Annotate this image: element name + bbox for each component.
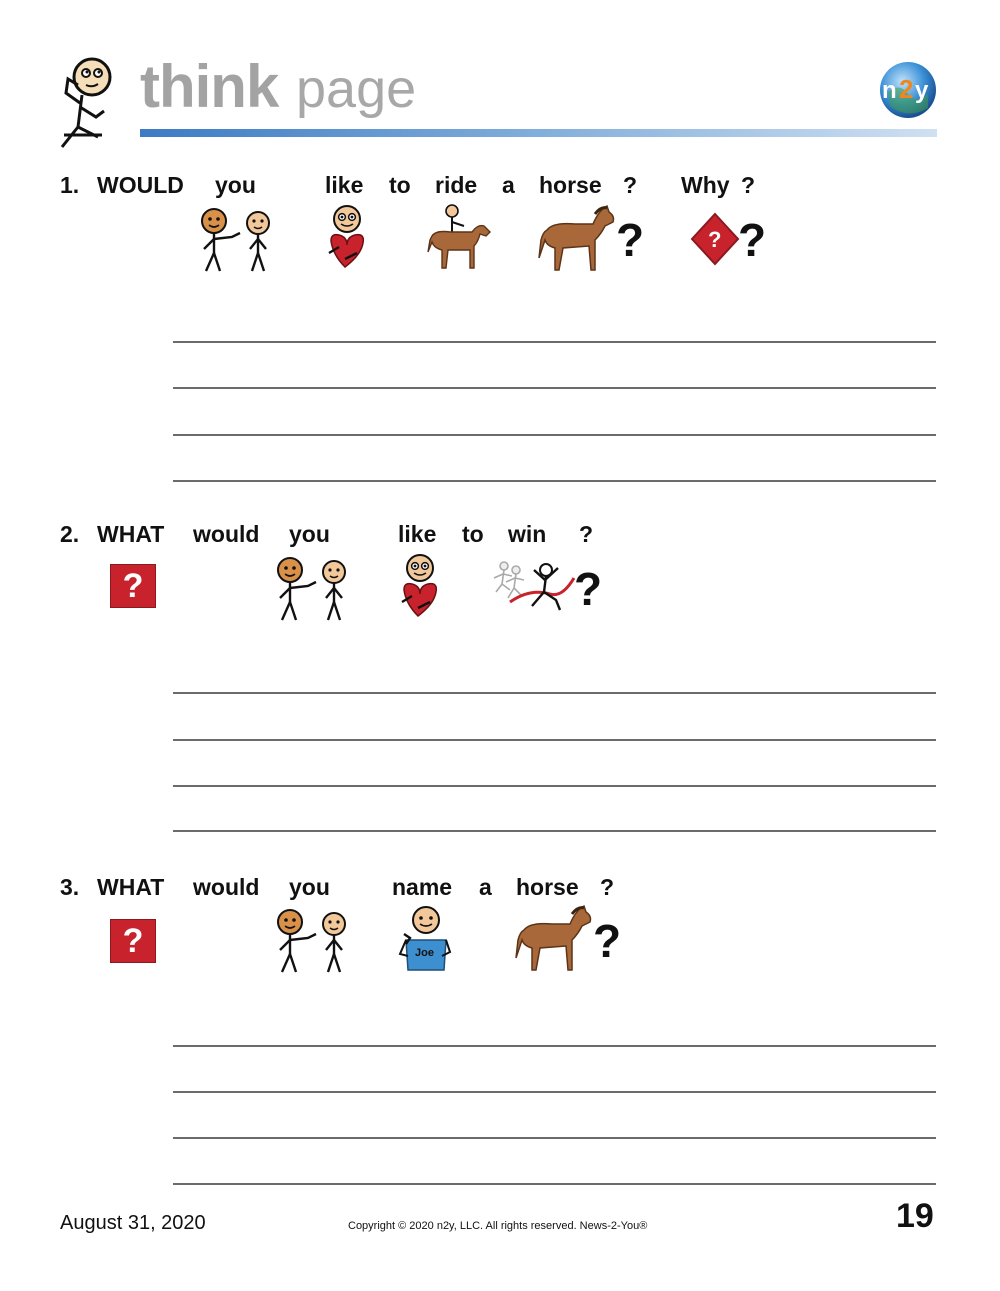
why-diamond-icon (690, 212, 740, 266)
q3-word-what: WHAT (97, 874, 165, 900)
q1-writing-line[interactable] (173, 480, 936, 482)
q1-word-ride: ride (435, 172, 478, 198)
question-1-number: 1. (60, 172, 80, 198)
q2-writing-line[interactable] (173, 739, 936, 741)
q2-word-you: you (289, 521, 330, 547)
q3-word-a: a (479, 874, 492, 900)
q1-writing-line[interactable] (173, 387, 936, 389)
page-number: 19 (896, 1197, 934, 1235)
q1-word-you: you (215, 172, 256, 198)
q1-writing-line[interactable] (173, 341, 936, 343)
q1-word-a: a (502, 172, 515, 198)
name-tag-person-icon (398, 904, 452, 974)
question-3-number: 3. (60, 874, 80, 900)
q3-writing-line[interactable] (173, 1091, 936, 1093)
svg-text:2: 2 (899, 74, 914, 104)
q2-win-question-mark: ? (574, 563, 603, 615)
svg-text:?: ? (708, 227, 722, 252)
thinking-person-icon (52, 55, 122, 150)
q3-word-you: you (289, 874, 330, 900)
q1-horse-question-mark: ? (616, 214, 645, 266)
q1-why-question-mark: ? (738, 214, 767, 266)
q1-word-why: Why (681, 172, 730, 198)
horse-rider-icon (426, 202, 492, 272)
svg-text:n: n (882, 77, 897, 104)
q3-word-question: ? (600, 874, 615, 900)
footer-date: August 31, 2020 (60, 1212, 206, 1234)
pointing-pair-icon (272, 556, 357, 622)
q2-writing-line[interactable] (173, 692, 936, 694)
q3-horse-question-mark: ? (593, 915, 622, 967)
q1-word-like: like (325, 172, 364, 198)
q3-writing-line[interactable] (173, 1045, 936, 1047)
header-bar (140, 129, 937, 137)
footer-copyright: Copyright © 2020 n2y, LLC. All rights reserved. News-2-You® (348, 1220, 648, 1232)
q1-word-to: to (389, 172, 411, 198)
pointing-pair-icon (272, 908, 357, 974)
q2-word-question: ? (579, 521, 594, 547)
n2y-logo-icon (878, 60, 938, 120)
q2-word-to: to (462, 521, 484, 547)
pointing-pair-icon (196, 207, 281, 273)
q2-writing-line[interactable] (173, 785, 936, 787)
question-2-number: 2. (60, 521, 80, 547)
q2-writing-line[interactable] (173, 830, 936, 832)
page-title-page: page (296, 59, 417, 119)
q1-word-why-question: ? (741, 172, 756, 198)
horse-icon (512, 904, 592, 974)
like-heart-icon (323, 203, 371, 273)
winner-finish-icon (490, 558, 576, 616)
q2-word-would: would (193, 521, 260, 547)
q3-writing-line[interactable] (173, 1183, 936, 1185)
q1-word-would: WOULD (97, 172, 184, 198)
q2-what-box-icon: ? (110, 564, 156, 608)
q2-word-win: win (508, 521, 547, 547)
page-title-think: think (140, 53, 279, 120)
q1-word-horse: horse (539, 172, 602, 198)
svg-text:y: y (915, 77, 929, 104)
q2-word-what: WHAT (97, 521, 165, 547)
q3-word-horse: horse (516, 874, 579, 900)
q1-word-question: ? (623, 172, 638, 198)
like-heart-icon (396, 552, 444, 622)
name-tag-text: Joe (415, 947, 434, 959)
horse-icon (535, 204, 615, 274)
q3-writing-line[interactable] (173, 1137, 936, 1139)
q3-word-would: would (193, 874, 260, 900)
q2-word-like: like (398, 521, 437, 547)
q1-writing-line[interactable] (173, 434, 936, 436)
q3-what-box-icon: ? (110, 919, 156, 963)
q3-word-name: name (392, 874, 453, 900)
